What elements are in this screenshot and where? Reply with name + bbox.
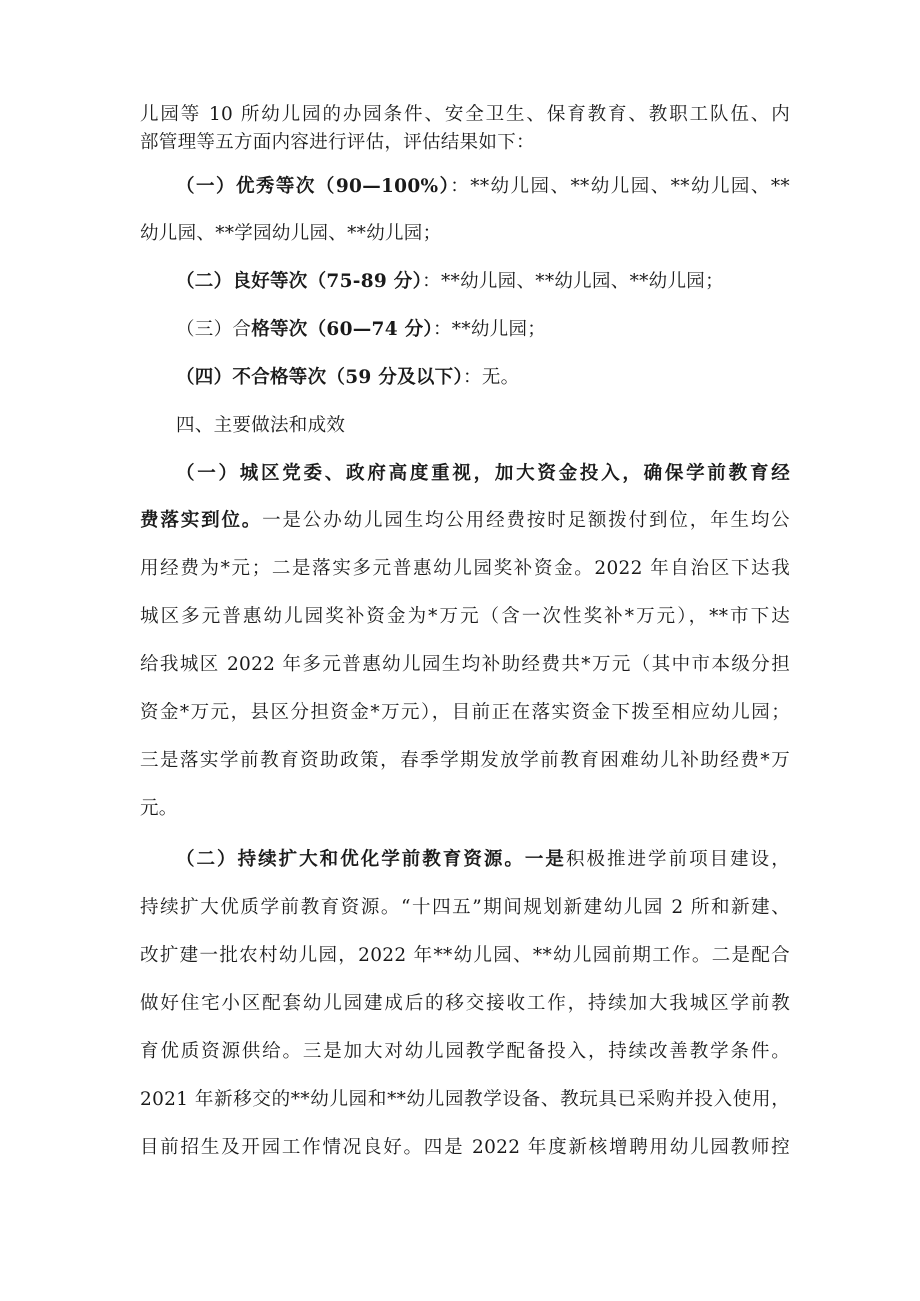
paragraph-line xyxy=(140,557,790,581)
paragraph-line xyxy=(140,653,790,677)
paragraph-line xyxy=(140,992,790,1016)
paragraph-line xyxy=(140,1040,790,1064)
rating-good-line xyxy=(176,270,790,294)
text-segment: 四、主要做法和成效 xyxy=(176,415,346,436)
rating-excellent-line xyxy=(176,175,790,199)
text-segment: 2021 年新移交的**幼儿园和**幼儿园教学设备、教玩具已采购并投入使用， xyxy=(140,1089,790,1110)
text-segment: 做好住宅小区配套幼儿园建成后的移交接收工作，持续加大我城区学前教 xyxy=(140,993,790,1014)
paragraph-line xyxy=(140,701,790,725)
subsection-line xyxy=(176,848,790,872)
paragraph-line xyxy=(140,605,790,629)
text-segment: （一）城区党委、政府高度重视，加大资金投入，确保学前教育经 xyxy=(176,463,790,484)
subsection-heading: （二）持续扩大和优化学前教育资源。一是 xyxy=(176,849,566,870)
text-segment: 儿园等 10 所幼儿园的办园条件、安全卫生、保育教育、教职工队伍、内 xyxy=(140,104,790,125)
subsection-heading-tail: 费落实到位。 xyxy=(140,510,263,531)
text-segment: ：**幼儿园； xyxy=(432,319,547,340)
rating-heading: （一）优秀等次（90—100%） xyxy=(176,176,451,197)
paragraph-line xyxy=(140,1088,790,1112)
paragraph-line xyxy=(140,896,790,920)
subsection-heading xyxy=(176,462,790,486)
text-segment: （三）合 xyxy=(176,319,252,340)
section-heading xyxy=(176,414,790,438)
paragraph-line xyxy=(140,944,790,968)
text-segment: 幼儿园、**学园幼儿园、**幼儿园； xyxy=(140,223,442,244)
rating-fail-line xyxy=(176,366,790,390)
text-segment: 部管理等五方面内容进行评估，评估结果如下： xyxy=(140,132,535,153)
paragraph-line xyxy=(140,131,790,155)
text-segment: 用经费为*元；二是落实多元普惠幼儿园奖补资金。2022 年自治区下达我 xyxy=(140,558,790,579)
paragraph-line xyxy=(140,797,790,821)
text-segment: 改扩建一批农村幼儿园，2022 年**幼儿园、**幼儿园前期工作。二是配合 xyxy=(140,945,790,966)
paragraph-line xyxy=(140,1136,790,1160)
text-segment: 一是公办幼儿园生均公用经费按时足额拨付到位，年生均公 xyxy=(262,510,790,531)
text-segment: 育优质资源供给。三是加大对幼儿园教学配备投入，持续改善教学条件。 xyxy=(140,1041,790,1062)
paragraph-line xyxy=(140,509,790,533)
text-segment: 目前招生及开园工作情况良好。四是 2022 年度新核增聘用幼儿园教师控 xyxy=(140,1137,790,1158)
rating-heading: （四）不合格等次（59 分及以下） xyxy=(176,367,464,388)
text-segment: 积极推进学前项目建设， xyxy=(565,849,790,870)
text-segment: ：无。 xyxy=(463,367,520,388)
text-segment: 三是落实学前教育资助政策，春季学期发放学前教育困难幼儿补助经费*万 xyxy=(140,750,790,771)
rating-pass-line xyxy=(176,318,790,342)
text-segment: ：**幼儿园、**幼儿园、**幼儿园； xyxy=(422,271,724,292)
text-segment: 元。 xyxy=(140,798,178,819)
rating-heading: （二）良好等次（75-89 分） xyxy=(176,271,423,292)
text-segment: 持续扩大优质学前教育资源。“十四五”期间规划新建幼儿园 2 所和新建、 xyxy=(140,897,790,918)
text-segment: 给我城区 2022 年多元普惠幼儿园生均补助经费共*万元（其中市本级分担 xyxy=(140,654,790,675)
text-segment: 城区多元普惠幼儿园奖补资金为*万元（含一次性奖补*万元），**市下达 xyxy=(140,606,790,627)
text-segment: ：**幼儿园、**幼儿园、**幼儿园、** xyxy=(450,176,790,197)
paragraph-line xyxy=(140,749,790,773)
text-segment: 资金*万元，县区分担资金*万元），目前正在落实资金下拨至相应幼儿园； xyxy=(140,702,790,723)
paragraph-line xyxy=(140,222,790,246)
rating-heading: 格等次（60—74 分） xyxy=(251,319,433,340)
paragraph-line xyxy=(140,103,790,127)
